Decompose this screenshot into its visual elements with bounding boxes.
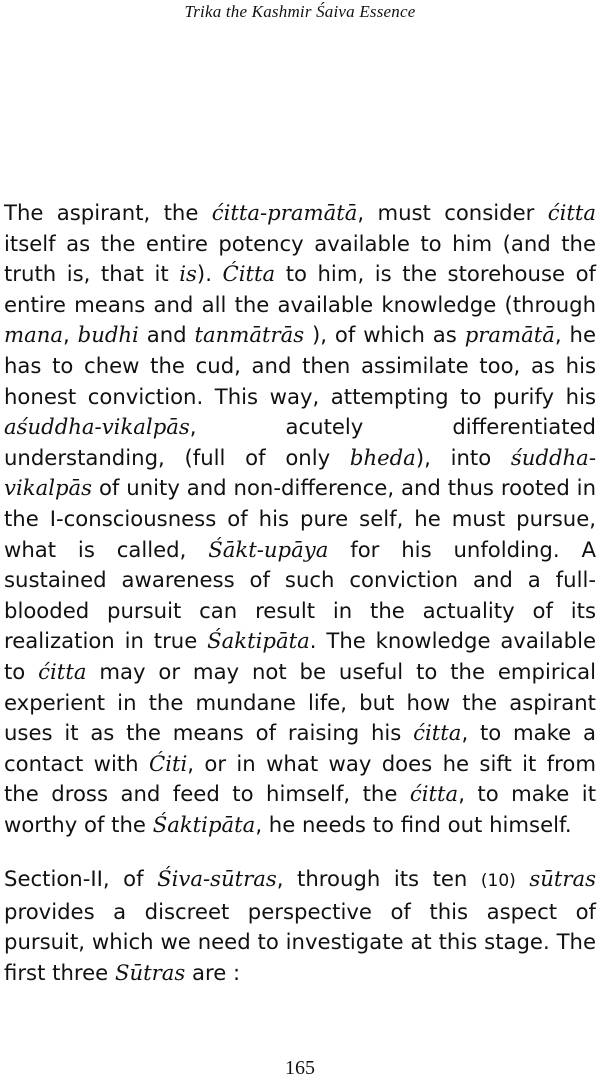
body-paragraph-1: The aspirant, the ćitta-pramātā, must consider ćitta itself as the entire potency available to him (and the truth is, that it is). Ćitta to him, is the storehouse of entire means and all the available knowledge (through mana, budhi and tanmātrās ), of which as pramātā, he has to chew the cud, and then assimilate too, as his honest conviction. This way, attempting to purify his aśuddha-vikalpās, acutely differentiated understanding, (full of only bheda), into śuddha-vikalpās of unity and non-difference, and thus rooted in the I-consciousness of his pure self, he must pursue, what is called, Śākt-upāya for his unfolding. A sustained awareness of such conviction and a full-blooded pursuit can result in the actuality of its realization in true Śaktipāta. The knowledge available to ćitta may or may not be useful to the empirical experient in the mundane life, but how the aspirant uses it as the means of raising his ćitta, to make a contact with Ćiti, or in what way does he sift it from the dross and feed to himself, the ćitta, to make it worthy of the Śaktipāta, he needs to find out himself.	[4, 200, 597, 837]
page-number: 165	[285, 1057, 315, 1079]
body-paragraph-2: Section-II, of Śiva-sūtras, through its ten (10) sūtras provides a discreet perspective of this aspect of pursuit, which we need to investigate at this stage. The first three Sūtras are :	[4, 866, 596, 985]
running-head: Trika the Kashmir Śaiva Essence	[184, 2, 416, 21]
